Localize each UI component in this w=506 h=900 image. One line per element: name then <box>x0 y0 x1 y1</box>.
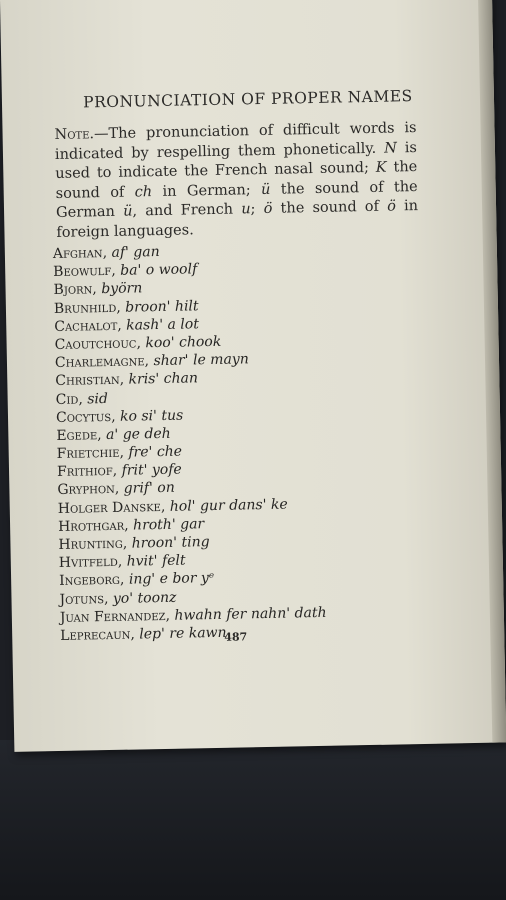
entry-name: Hrothgar <box>57 517 125 535</box>
entry-name: Jotuns <box>59 590 105 608</box>
list-item: Hrothgar, hroth' gar <box>57 515 205 535</box>
list-item: Caoutchouc, koo' chook <box>54 333 222 353</box>
entry-pronunciation: sid <box>87 390 109 407</box>
entry-pronunciation: fre' che <box>128 443 183 461</box>
note-text: in foreign languages. <box>56 198 419 241</box>
list-item: Leprecaun, lep' re kawn <box>60 624 227 644</box>
list-item: Christian, kris' chan <box>55 370 199 390</box>
list-item: Juan Fernandez, hwahn fer nahn' dath <box>59 604 327 626</box>
entry-name: Hvitfeld <box>58 554 118 572</box>
note-u-umlaut: ü <box>122 203 133 220</box>
list-item: Frietchie, fre' che <box>56 443 183 463</box>
entry-pronunciation: kris' chan <box>128 370 199 388</box>
note-u-umlaut: ü <box>260 181 271 198</box>
pronunciation-note <box>54 119 418 243</box>
entry-name: Charlemagne <box>54 353 145 372</box>
list-item: Egede, a' ge deh <box>56 425 171 444</box>
page-number: 487 <box>224 630 248 644</box>
note-text: , and French <box>132 201 242 220</box>
entry-pronunciation: koo' chook <box>145 333 222 352</box>
note-u: u <box>241 201 251 218</box>
entry-name: Gryphon <box>57 481 115 499</box>
entry-name: Egede <box>56 427 98 444</box>
entry-name: Afghan <box>52 245 103 263</box>
note-text: is used to indicate the French nasal sound; <box>55 139 418 182</box>
list-item: Cachalot, kash' a lot <box>54 315 200 335</box>
entry-pronunciation: af' gan <box>111 243 160 261</box>
list-item: Holger Danske, hol' gur dans' ke <box>57 496 288 517</box>
entry-pronunciation: grif' on <box>123 480 175 498</box>
entry-name: Christian <box>55 372 120 390</box>
note-o-umlaut: ö <box>386 198 397 215</box>
entry-pronunciation: a' ge deh <box>105 425 171 443</box>
list-item: Hrunting, hroon' ting <box>58 534 210 553</box>
list-item: Afghan, af' gan <box>52 243 160 263</box>
note-text: in German; <box>152 181 262 200</box>
list-item: Beowulf, ba' o woolf <box>53 261 198 281</box>
entry-pronunciation: hroth' gar <box>132 515 205 534</box>
note-text: the sound of <box>272 198 388 217</box>
list-item: Charlemagne, shar' le mayn <box>54 351 249 372</box>
entry-name: Caoutchouc <box>54 335 137 353</box>
entry-name: Juan Fernandez <box>59 607 166 626</box>
table-surface <box>0 740 506 900</box>
entry-name: Brunhild <box>53 299 117 317</box>
page-title: PRONUNCIATION OF PROPER NAMES <box>83 87 413 112</box>
entry-pronunciation: ba' o woolf <box>120 261 198 279</box>
pronunciation-list <box>53 238 441 645</box>
entry-pronunciation: frit' yofe <box>121 461 182 480</box>
note-text: The pronunciation of difficult words is indicated by respelling them phonetically. <box>54 120 417 163</box>
entry-pronunciation: shar' le mayn <box>153 351 249 370</box>
entry-name: Leprecaun <box>60 626 131 644</box>
note-label: Note. <box>54 126 95 143</box>
entry-name: Cid <box>55 391 79 408</box>
list-item: Bjorn, byörn <box>53 280 143 299</box>
entry-name: Holger Danske <box>57 498 162 517</box>
entry-pronunciation: ko si' tus <box>119 407 184 425</box>
list-item: Cocytus, ko si' tus <box>55 407 184 426</box>
entry-name: Beowulf <box>53 263 112 281</box>
list-item: Gryphon, grif' on <box>57 480 175 499</box>
entry-name: Frietchie <box>56 444 120 463</box>
list-item: Frithiof, frit' yofe <box>56 461 182 481</box>
entry-name: Frithiof <box>56 463 113 481</box>
list-item: Hvitfeld, hvit' felt <box>58 552 186 572</box>
entry-pronunciation: byörn <box>101 280 143 298</box>
note-dash: — <box>93 125 109 143</box>
entry-name: Hrunting <box>58 535 123 553</box>
entry-pronunciation: ing' e bor yᵉ <box>128 570 215 589</box>
note-text: the sound of <box>55 159 418 202</box>
entry-pronunciation: broon' hilt <box>125 297 199 316</box>
entry-pronunciation: hroon' ting <box>131 534 210 552</box>
note-k-letter: K <box>375 159 387 176</box>
entry-pronunciation: hol' gur dans' ke <box>169 496 288 515</box>
note-ch: ch <box>134 183 153 200</box>
note-n-letter: N <box>383 139 397 157</box>
list-item: Cid, sid <box>55 390 109 408</box>
note-text: ; <box>250 200 264 218</box>
entry-pronunciation: kash' a lot <box>126 315 200 334</box>
page-edge <box>478 0 506 743</box>
entry-name: Cachalot <box>54 317 118 335</box>
note-o-umlaut: ö <box>263 200 273 217</box>
entry-pronunciation: lep' re kawn <box>139 624 227 643</box>
note-text: the sound of the German <box>55 178 418 221</box>
entry-name: Bjorn <box>53 281 93 299</box>
entry-pronunciation: hwahn fer nahn' dath <box>174 604 327 624</box>
entry-pronunciation: hvit' felt <box>126 552 186 570</box>
list-item: Ingeborg, ing' e bor yᵉ <box>59 570 215 590</box>
entry-pronunciation: yo' toonz <box>112 589 177 607</box>
list-item: Brunhild, broon' hilt <box>53 297 199 317</box>
entry-name: Ingeborg <box>59 572 121 590</box>
entry-name: Cocytus <box>55 408 112 426</box>
list-item: Jotuns, yo' toonz <box>59 589 177 608</box>
